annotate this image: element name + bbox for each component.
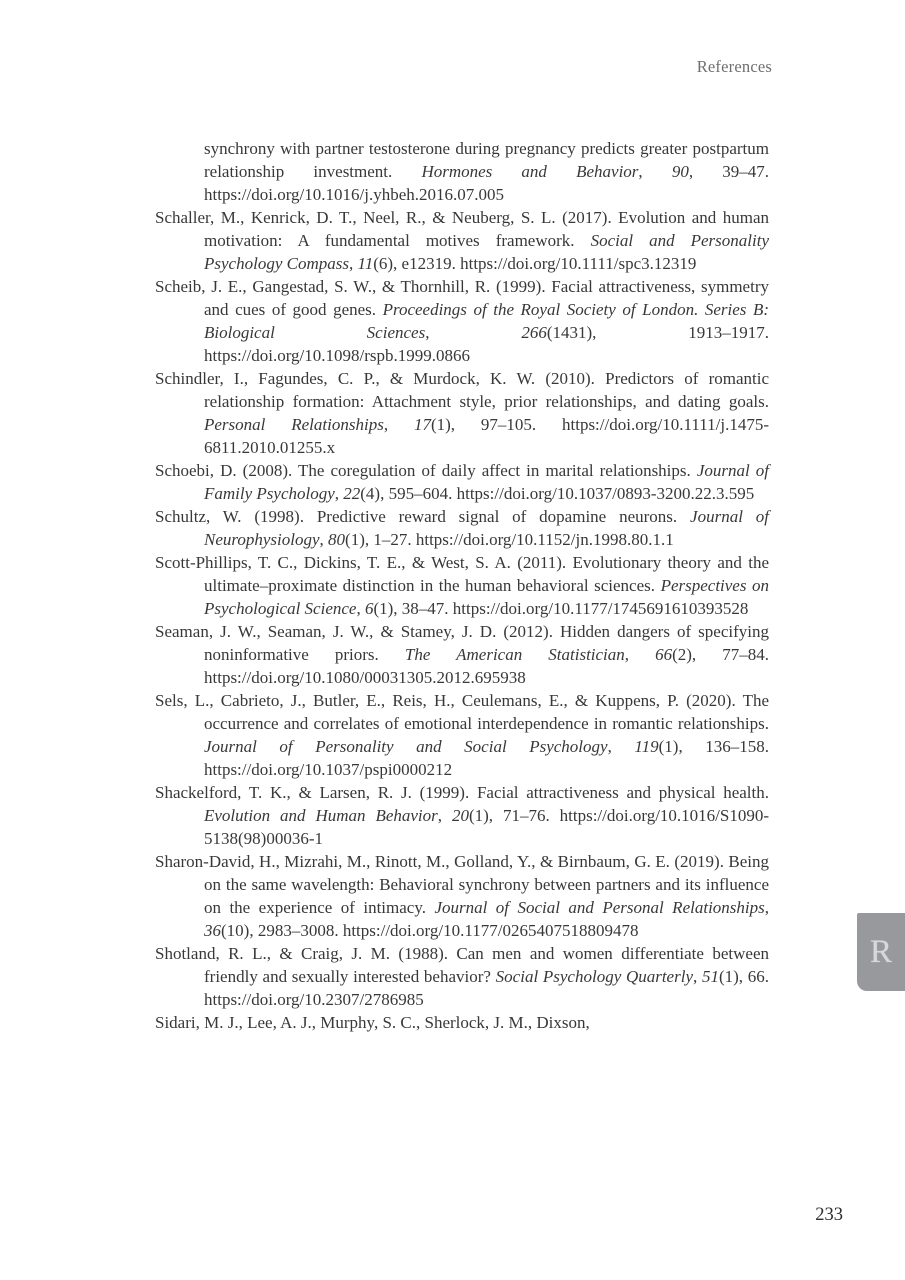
doi-link[interactable]: https://doi.org/10.1177/0265407518809478 (342, 921, 639, 940)
doi-link[interactable]: https://doi.org/10.1098/rspb.1999.0866 (204, 346, 471, 365)
ref-text-segment: Journal of Social and Personal Relationships (434, 898, 765, 917)
reference-entry (155, 505, 769, 551)
ref-text-segment: , (348, 254, 358, 273)
reference-entry (155, 551, 769, 620)
reference-entry (155, 367, 769, 459)
ref-text-segment: (1), 1–27. (345, 530, 416, 549)
ref-text-segment: Journal of Personality and Social Psychology (204, 737, 608, 756)
ref-text-segment: (1), 66. (718, 967, 770, 986)
ref-text-segment: , (624, 645, 656, 664)
ref-text-segment: Scott-Phillips, T. C., Dickins, T. E., & West, S. A. (2011). Evolutionary theory and the ultimate–proximate distinction in the human behavioral sciences. (155, 553, 769, 595)
reference-entry (155, 781, 769, 850)
doi-link[interactable]: https://doi.org/10.1037/0893-3200.22.3.595 (456, 484, 755, 503)
ref-text-segment: 266 (521, 323, 547, 342)
ref-text-segment: (10), 2983–3008. (221, 921, 343, 940)
ref-text-segment: 36 (204, 921, 221, 940)
ref-text-segment: 51 (701, 967, 719, 986)
reference-entry (155, 689, 769, 781)
ref-text-segment: Schaller, M., Kenrick, D. T., Neel, R., & Neuberg, S. L. (2017). Evolution and human motivation: A fundamental motives framework. (155, 208, 769, 250)
ref-text-segment: synchrony with partner testosterone during pregnancy predicts greater postpartum relationship investment. (204, 139, 769, 181)
ref-text-segment: Shotland, R. L., & Craig, J. M. (1988). Can men and women differentiate between friendly and sexually interested behavior? (155, 944, 769, 986)
references-list (155, 137, 769, 1034)
ref-text-segment: The American Statistician (404, 645, 625, 664)
ref-text-segment: Hormones and Behavior (421, 162, 639, 181)
ref-text-segment: Proceedings of the Royal Society of London. Series B: Biological Sciences (204, 300, 769, 342)
reference-entry (155, 850, 769, 942)
reference-entry (155, 620, 769, 689)
ref-text-segment: 119 (634, 737, 659, 756)
ref-text-segment: Sels, L., Cabrieto, J., Butler, E., Reis, H., Ceulemans, E., & Kuppens, P. (2020). The occurrence and correlates of emotional interdependence in romantic relationships. (155, 691, 769, 733)
ref-text-segment: , (383, 415, 414, 434)
running-header: References (696, 57, 772, 76)
ref-text-segment: , (356, 599, 365, 618)
reference-entry (155, 206, 769, 275)
ref-text-segment: , (607, 737, 635, 756)
ref-text-segment: , (638, 162, 672, 181)
ref-text-segment: (1), 97–105. (430, 415, 562, 434)
doi-link[interactable]: https://doi.org/10.2307/2786985 (204, 990, 424, 1009)
index-tab-letter: R (869, 933, 892, 970)
doi-link[interactable]: https://doi.org/10.1177/1745691610393528 (452, 599, 749, 618)
ref-text-segment: Journal of Neurophysiology (204, 507, 770, 549)
ref-text-segment: 22 (343, 484, 361, 503)
ref-text-segment: 80 (328, 530, 346, 549)
ref-text-segment: Schindler, I., Fagundes, C. P., & Murdock, K. W. (2010). Predictors of romantic relationship formation: Attachment style, prior relationships, and dating goals. (155, 369, 769, 411)
ref-text-segment: Sidari, M. J., Lee, A. J., Murphy, S. C., Sherlock, J. M., Dixson, (155, 1013, 590, 1032)
ref-text-segment: 90 (671, 162, 689, 181)
ref-text-segment: Seaman, J. W., Seaman, J. W., & Stamey, J. D. (2012). Hidden dangers of specifying noninformative priors. (155, 622, 769, 664)
ref-text-segment: , (319, 530, 329, 549)
ref-text-segment: (6), e12319. (373, 254, 461, 273)
ref-text-segment: (4), 595–604. (360, 484, 457, 503)
page-number: 233 (815, 1205, 843, 1225)
ref-text-segment: 6 (364, 599, 374, 618)
ref-text-segment: Schoebi, D. (2008). The coregulation of daily affect in marital relationships. (155, 461, 697, 480)
ref-text-segment: Social Psychology Quarterly (495, 967, 693, 986)
ref-text-segment: Sharon-David, H., Mizrahi, M., Rinott, M., Golland, Y., & Birnbaum, G. E. (2019). Being on the same wavelength: Behavioral synchrony between partners and its influence on the experience of intimacy. (155, 852, 769, 917)
reference-entry (155, 942, 769, 1011)
ref-text-segment: , (693, 967, 702, 986)
ref-text-segment: 17 (413, 415, 431, 434)
doi-link[interactable]: https://doi.org/10.1016/j.yhbeh.2016.07.005 (204, 185, 505, 204)
ref-text-segment: Scheib, J. E., Gangestad, S. W., & Thornhill, R. (1999). Facial attractiveness, symmetry and cues of good genes. (155, 277, 769, 319)
ref-text-segment: , (764, 898, 769, 917)
reference-entry-continuation (155, 137, 769, 206)
ref-text-segment: (2), 77–84. (672, 645, 769, 664)
ref-text-segment: Schultz, W. (1998). Predictive reward signal of dopamine neurons. (155, 507, 691, 526)
doi-link[interactable]: https://doi.org/10.1037/pspi0000212 (204, 760, 453, 779)
reference-entry (155, 1011, 769, 1034)
ref-text-segment: (1), 71–76. (468, 806, 560, 825)
ref-text-segment: (1), 136–158. (658, 737, 769, 756)
ref-text-segment: (1431), 1913–1917. (546, 323, 769, 342)
ref-text-segment: , (425, 323, 522, 342)
ref-text-segment: , (437, 806, 452, 825)
ref-text-segment: 11 (357, 254, 374, 273)
ref-text-segment: (1), 38–47. (373, 599, 453, 618)
reference-entry (155, 275, 769, 367)
doi-link[interactable]: https://doi.org/10.1152/jn.1998.80.1.1 (415, 530, 674, 549)
ref-text-segment: Perspectives on Psychological Science (204, 576, 770, 618)
ref-text-segment: Evolution and Human Behavior (204, 806, 438, 825)
doi-link[interactable]: https://doi.org/10.1111/j.1475-6811.2010.01255.x (204, 415, 769, 457)
ref-text-segment: Social and Personality Psychology Compass (204, 231, 769, 273)
ref-text-segment: Personal Relationships (204, 415, 384, 434)
ref-text-segment: 20 (451, 806, 469, 825)
reference-entry (155, 459, 769, 505)
doi-link[interactable]: https://doi.org/10.1111/spc3.12319 (460, 254, 697, 273)
ref-text-segment: Shackelford, T. K., & Larsen, R. J. (1999). Facial attractiveness and physical health. (155, 783, 769, 802)
ref-text-segment: Journal of Family Psychology (204, 461, 770, 503)
ref-text-segment: , (334, 484, 344, 503)
doi-link[interactable]: https://doi.org/10.1080/00031305.2012.695938 (204, 668, 526, 687)
doi-link[interactable]: https://doi.org/10.1016/S1090-5138(98)00036-1 (204, 806, 770, 848)
index-tab-r[interactable] (857, 913, 905, 991)
ref-text-segment: 66 (655, 645, 673, 664)
ref-text-segment: , 39–47. (688, 162, 770, 181)
